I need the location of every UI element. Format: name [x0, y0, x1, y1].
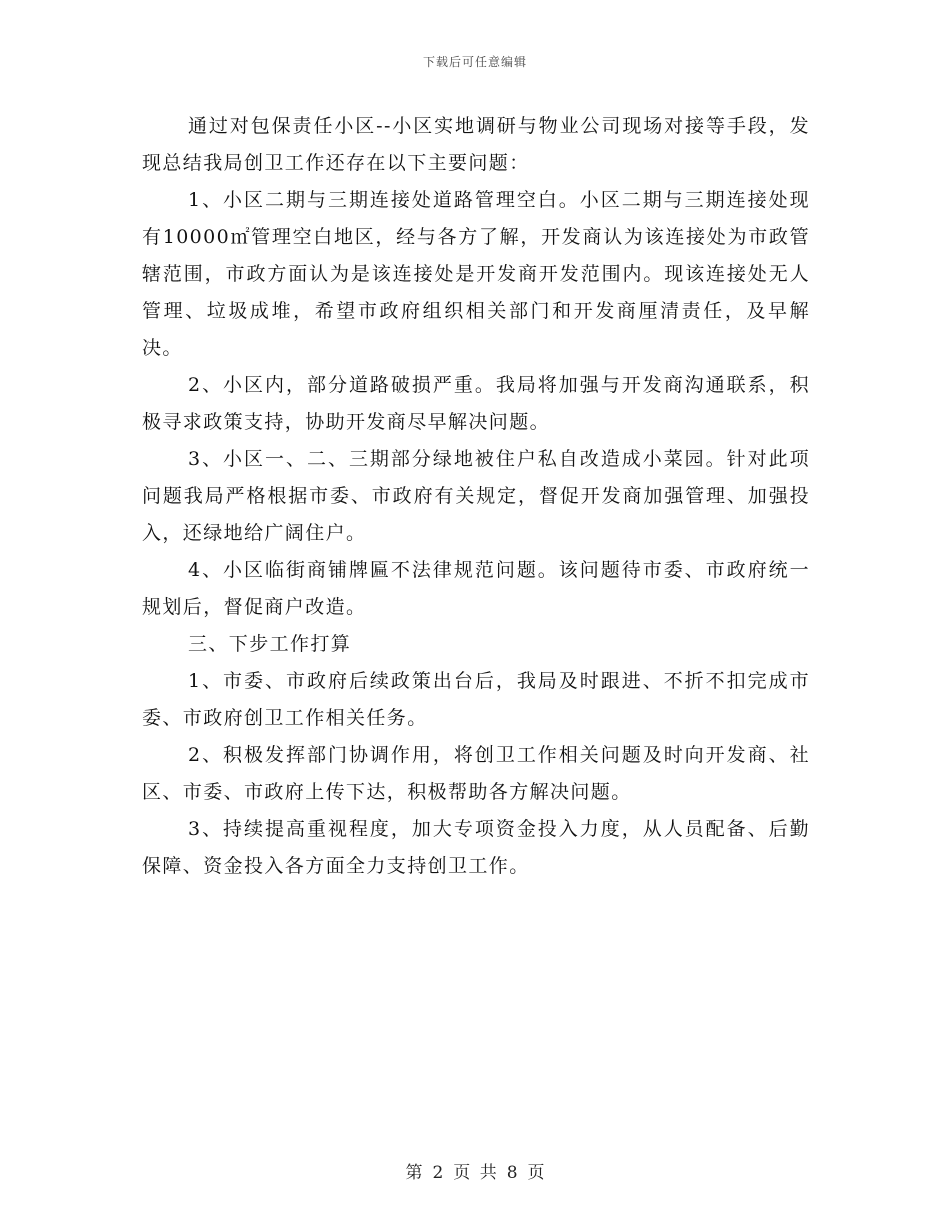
- paragraph-issue-4: 4、小区临街商铺牌匾不法律规范问题。该问题待市委、市政府统一规划后，督促商户改造。: [142, 559, 810, 618]
- paragraph-issue-1: 1、小区二期与三期连接处道路管理空白。小区二期与三期连接处现有10000㎡管理空白地区，经与各方了解，开发商认为该连接处为市政管辖范围，市政方面认为是该连接处是开发商开发范围内。现该连接处无人管理、垃圾成堆，希望市政府组织相关部门和开发商厘清责任，及早解决。: [142, 189, 810, 359]
- footer-suffix: 页: [527, 1163, 545, 1183]
- paragraph-issue-3: 3、小区一、二、三期部分绿地被住户私自改造成小菜园。针对此项问题我局严格根据市委、市政府有关规定，督促开发商加强管理、加强投入，还绿地给广阔住户。: [142, 448, 810, 544]
- footer-total-pages: 8: [506, 1163, 518, 1183]
- page-footer: [0, 1158, 950, 1183]
- section-heading-next-steps: 三、下步工作打算: [188, 633, 352, 655]
- footer-page-number: 2: [432, 1163, 444, 1183]
- paragraph-step-1: 1、市委、市政府后续政策出台后，我局及时跟进、不折不扣完成市委、市政府创卫工作相关任务。: [142, 670, 810, 729]
- paragraph-step-2: 2、积极发挥部门协调作用，将创卫工作相关问题及时向开发商、社区、市委、市政府上传下达，积极帮助各方解决问题。: [142, 744, 810, 803]
- paragraph-intro: 通过对包保责任小区--小区实地调研与物业公司现场对接等手段，发现总结我局创卫工作还存在以下主要问题：: [142, 115, 810, 174]
- paragraph-issue-2: 2、小区内，部分道路破损严重。我局将加强与开发商沟通联系，积极寻求政策支持，协助开发商尽早解决问题。: [142, 374, 810, 433]
- page-header: 下载后可任意编辑: [422, 55, 527, 69]
- footer-middle: 页 共: [453, 1163, 497, 1183]
- document-body: [142, 108, 810, 885]
- footer-prefix: 第: [405, 1163, 423, 1183]
- paragraph-step-3: 3、持续提高重视程度，加大专项资金投入力度，从人员配备、后勤保障、资金投入各方面全力支持创卫工作。: [142, 818, 810, 877]
